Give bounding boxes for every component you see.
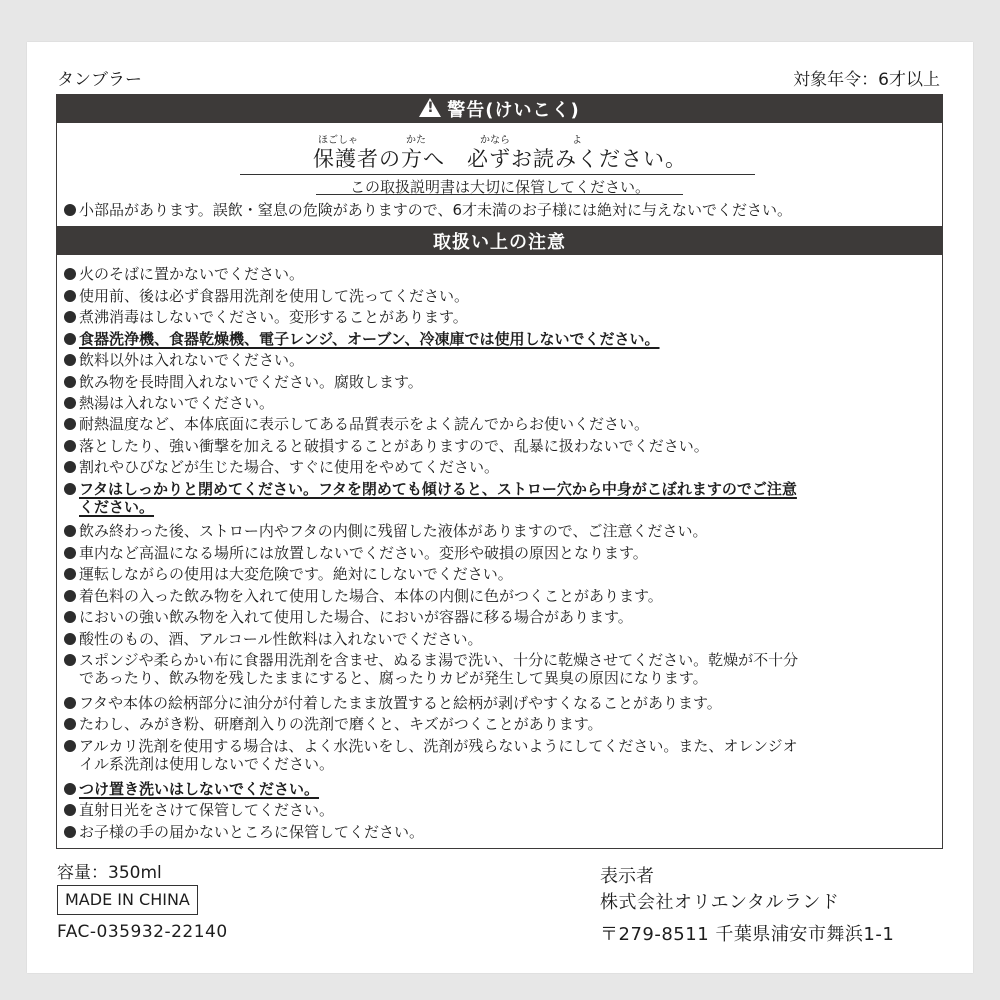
bullet-icon <box>64 204 76 216</box>
bullet-icon <box>64 397 76 409</box>
bullet-icon <box>64 311 76 323</box>
bullet-icon <box>64 440 76 452</box>
bullet-icon <box>64 826 76 838</box>
caution-item-text: フタはしっかりと閉めてください。フタを閉めても傾けると、ストロー穴から中身がこぼれますのでご注意 <box>79 480 797 498</box>
caution-item <box>64 458 499 476</box>
keep-manual-notice: この取扱説明書は大切に保管してください。 <box>349 178 650 196</box>
guardian-underline <box>240 174 755 175</box>
caution-item <box>64 630 483 648</box>
bullet-icon <box>64 633 76 645</box>
caution-item <box>64 780 319 798</box>
caution-item <box>64 608 633 626</box>
caution-header <box>56 226 943 255</box>
caution-item-text: 運転しながらの使用は大変危険です。絶対にしないでください。 <box>79 565 513 583</box>
caution-item <box>64 651 798 687</box>
warning-item <box>64 199 792 220</box>
caution-item-text: 着色料の入った飲み物を入れて使用した場合、本体の内側に色がつくことがあります。 <box>79 587 663 605</box>
bullet-icon <box>64 611 76 623</box>
caution-item <box>64 694 722 712</box>
caution-item-text: 使用前、後は必ず食器用洗剤を使用して洗ってください。 <box>79 287 470 305</box>
caution-item <box>64 308 468 326</box>
bullet-icon <box>64 483 76 495</box>
caution-item-continuation: であったり、飲み物を残したままにすると、腐ったりカビが発生して異臭の原因になります。 <box>79 669 708 687</box>
caution-item-text: 熱湯は入れないでください。 <box>79 394 275 412</box>
bullet-icon <box>64 376 76 388</box>
capacity: 容量：350ml <box>57 863 162 883</box>
bullet-icon <box>64 783 76 795</box>
caution-item-text: においの強い飲み物を入れて使用した場合、においが容器に移る場合があります。 <box>79 608 633 626</box>
ruby-yo: よ <box>572 135 582 146</box>
bullet-icon <box>64 697 76 709</box>
caution-item <box>64 373 423 391</box>
bullet-icon <box>64 654 76 666</box>
caution-title: 取扱い上の注意 <box>433 231 566 253</box>
warning-item-text: 小部品があります。誤飲・窒息の危険がありますので、6才未満のお子様には絶対に与えないでください。 <box>79 201 793 219</box>
bullet-icon <box>64 354 76 366</box>
bullet-icon <box>64 333 76 345</box>
caution-item <box>64 437 709 455</box>
bullet-icon <box>64 590 76 602</box>
caution-item <box>64 265 304 283</box>
caution-item-text: 食器洗浄機、食器乾燥機、電子レンジ、オーブン、冷凍庫では使用しないでください。 <box>79 330 660 348</box>
caution-item <box>64 351 304 369</box>
caution-item-continuation: イル系洗剤は使用しないでください。 <box>79 755 335 773</box>
bullet-icon <box>64 547 76 559</box>
warning-header <box>56 94 943 123</box>
caution-item-text: 落としたり、強い衝撃を加えると破損することがありますので、乱暴に扱わないでください。 <box>79 437 709 455</box>
made-in-box: MADE IN CHINA <box>57 885 198 915</box>
caution-item <box>64 565 513 583</box>
caution-item-text: たわし、みがき粉、研磨剤入りの洗剤で磨くと、キズがつくことがあります。 <box>79 715 603 733</box>
caution-item-text: フタや本体の絵柄部分に油分が付着したまま放置すると絵柄が剥げやすくなることがあります。 <box>79 694 722 712</box>
bullet-icon <box>64 740 76 752</box>
bullet-icon <box>64 568 76 580</box>
caution-item <box>64 715 603 733</box>
caution-item <box>64 737 798 773</box>
caution-item-text: 飲み終わった後、ストロー内やフタの内側に残留した液体がありますので、ご注意ください。 <box>79 522 708 540</box>
ruby-kata: かた <box>406 135 426 146</box>
caution-item-text: お子様の手の届かないところに保管してください。 <box>79 823 425 841</box>
caution-item-text: 割れやひびなどが生じた場合、すぐに使用をやめてください。 <box>79 458 500 476</box>
keep-manual-underline <box>316 194 683 195</box>
bullet-icon <box>64 525 76 537</box>
product-name: タンブラー <box>57 70 142 90</box>
guardian-notice: 保護者の方へ 必ずお読みください。 <box>313 147 687 171</box>
caution-item-text: 飲み物を長時間入れないでください。腐敗します。 <box>79 373 423 391</box>
caution-item-text: 火のそばに置かないでください。 <box>79 265 305 283</box>
company-name: 株式会社オリエンタルランド <box>600 892 840 913</box>
caution-item <box>64 480 797 516</box>
bullet-icon <box>64 804 76 816</box>
caution-item-text: 直射日光をさけて保管してください。 <box>79 801 335 819</box>
caution-item-text: スポンジや柔らかい布に食器用洗剤を含ませ、ぬるま湯で洗い、十分に乾燥させてください。乾燥が不十分 <box>79 651 799 669</box>
caution-item <box>64 287 469 305</box>
caution-item <box>64 522 708 540</box>
warning-triangle-icon <box>419 98 441 117</box>
caution-item-text: つけ置き洗いはしないでください。 <box>79 780 320 798</box>
bullet-icon <box>64 718 76 730</box>
warning-title: 警告(けいこく) <box>447 99 580 121</box>
caution-item-text: 酸性のもの、酒、アルコール性飲料は入れないでください。 <box>79 630 483 648</box>
caution-item-text: 煮沸消毒はしないでください。変形することがあります。 <box>79 308 468 326</box>
caution-item <box>64 823 424 841</box>
ruby-kanara: かなら <box>480 135 510 146</box>
ruby-hogosha: ほごしゃ <box>318 135 358 146</box>
caution-item-text: 耐熱温度など、本体底面に表示してある品質表示をよく読んでからお使いください。 <box>79 415 650 433</box>
caution-item-continuation: ください。 <box>79 498 155 516</box>
caution-item <box>64 394 274 412</box>
product-code: FAC-035932-22140 <box>57 922 228 942</box>
bullet-icon <box>64 268 76 280</box>
bullet-icon <box>64 290 76 302</box>
caution-item <box>64 330 660 348</box>
bullet-icon <box>64 461 76 473</box>
caution-item-text: アルカリ洗剤を使用する場合は、よく水洗いをし、洗剤が残らないようにしてください。また、オレンジオ <box>79 737 798 755</box>
caution-item <box>64 801 334 819</box>
caution-item <box>64 544 648 562</box>
caution-item <box>64 415 649 433</box>
caution-item <box>64 587 663 605</box>
display-label: 表示者 <box>600 866 654 887</box>
caution-item-text: 車内など高温になる場所には放置しないでください。変形や破損の原因となります。 <box>79 544 648 562</box>
age-target: 対象年令：6才以上 <box>793 70 940 90</box>
bullet-icon <box>64 418 76 430</box>
company-address: 〒279-8511 千葉県浦安市舞浜1-1 <box>600 924 895 945</box>
caution-item-text: 飲料以外は入れないでください。 <box>79 351 305 369</box>
